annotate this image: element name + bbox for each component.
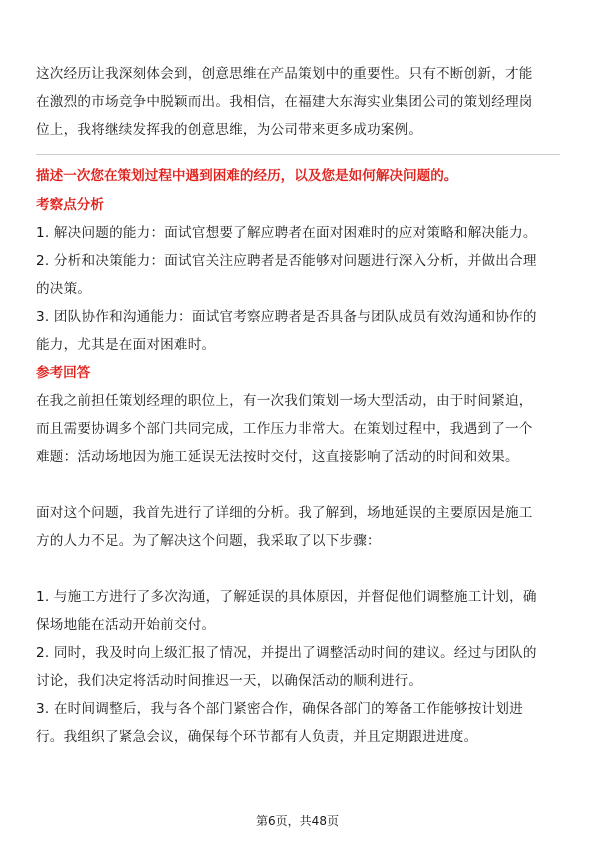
answer-line: 难题：活动场地因为施工延误无法按时交付，这直接影响了活动的时间和效果。 [36,449,519,465]
step-line: 行。我组织了紧急会议，确保每个环节都有人负责，并且定期跟进进度。 [36,729,478,745]
interview-question: 描述一次您在策划过程中遇到困难的经历，以及您是如何解决问题的。 [36,168,458,184]
step-line: 保场地能在活动开始前交付。 [36,617,216,633]
analysis-line: 2. 分析和决策能力：面试官关注应聘者是否能够对问题进行深入分析，并做出合理 [36,253,537,269]
section-divider [36,154,560,155]
answer-heading: 参考回答 [36,365,91,381]
analysis-list [36,219,560,359]
answer-paragraph-1 [36,387,560,471]
step-line: 1. 与施工方进行了多次沟通，了解延误的具体原因，并督促他们调整施工计划，确 [36,589,537,605]
analysis-line: 的决策。 [36,281,92,297]
analysis-line: 能力，尤其是在面对困难时。 [36,337,216,353]
answer-paragraph-2 [36,499,560,555]
paragraph-gap [36,471,560,499]
document-page [36,60,560,751]
intro-line: 在激烈的市场竞争中脱颖而出。我相信，在福建大东海实业集团公司的策划经理岗 [36,94,533,110]
answer-line: 面对这个问题，我首先进行了详细的分析。我了解到，场地延误的主要原因是施工 [36,505,533,521]
answer-steps [36,583,560,751]
intro-line: 这次经历让我深刻体会到，创意思维在产品策划中的重要性。只有不断创新，才能 [36,66,533,82]
step-line: 3. 在时间调整后，我与各个部门紧密合作，确保各部门的筹备工作能够按计划进 [36,701,523,717]
intro-paragraph [36,60,560,144]
analysis-heading: 考察点分析 [36,197,104,213]
answer-line: 而且需要协调多个部门共同完成，工作压力非常大。在策划过程中，我遇到了一个 [36,421,533,437]
answer-line: 方的人力不足。为了解决这个问题，我采取了以下步骤： [36,533,381,549]
intro-line: 位上，我将继续发挥我的创意思维，为公司带来更多成功案例。 [36,122,423,138]
analysis-line: 3. 团队协作和沟通能力：面试官考察应聘者是否具备与团队成员有效沟通和协作的 [36,309,537,325]
step-line: 讨论，我们决定将活动时间推迟一天，以确保活动的顺利进行。 [36,673,423,689]
step-line: 2. 同时，我及时向上级汇报了情况，并提出了调整活动时间的建议。经过与团队的 [36,645,537,661]
analysis-line: 1. 解决问题的能力：面试官想要了解应聘者在面对困难时的应对策略和解决能力。 [36,225,537,241]
paragraph-gap [36,555,560,583]
answer-line: 在我之前担任策划经理的职位上，有一次我们策划一场大型活动，由于时间紧迫， [36,393,533,409]
page-number: 第6页，共48页 [256,814,339,828]
